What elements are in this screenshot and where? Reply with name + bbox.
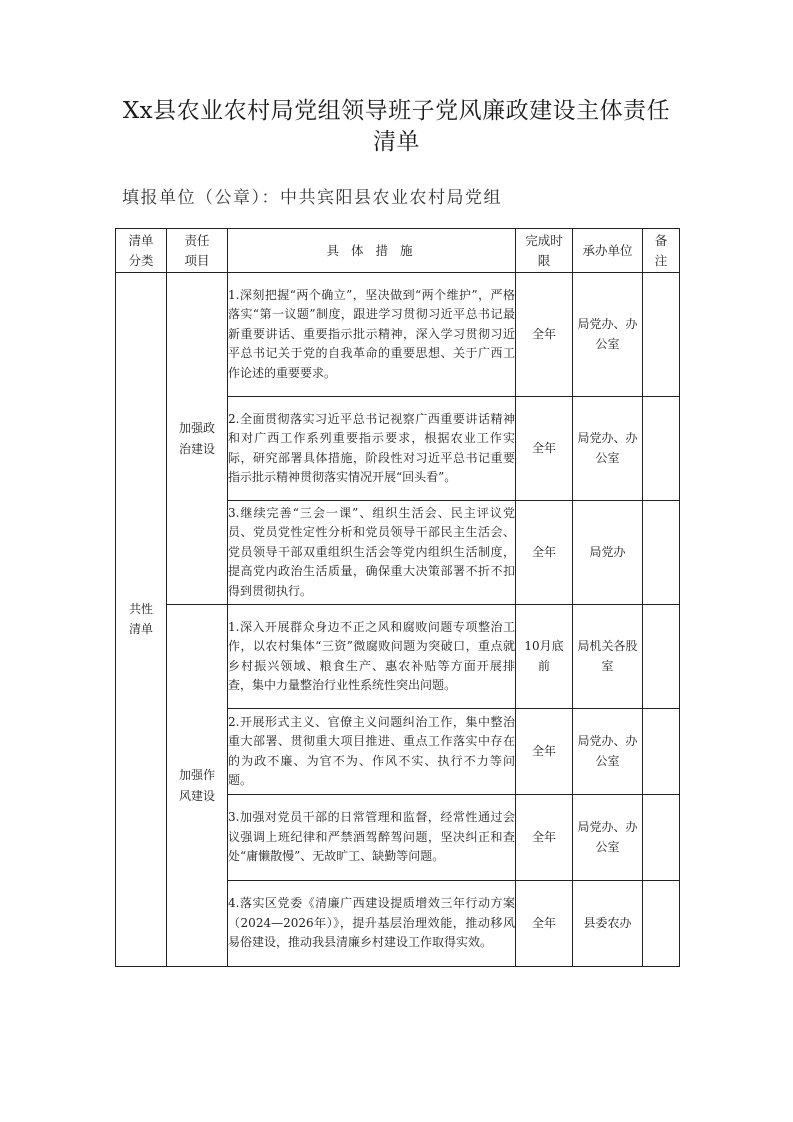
note-cell [643,795,680,881]
measure-cell: 2.全面贯彻落实习近平总书记视察广西重要讲话精神和对广西工作系列重要指示要求，根据农业工作实际，研究部署具体措施，阶段性对习近平总书记重要指示批示精神贯彻落实情况开展“回头看”。 [228,397,516,501]
deadline-cell: 全年 [516,273,573,397]
measure-cell: 2.开展形式主义、官僚主义问题纠治工作，集中整治重大部署、贯彻重大项目推进、重点工作落实中存在的为政不廉、为官不为、作风不实、执行不力等问题。 [228,709,516,795]
measure-cell: 1.深入开展群众身边不正之风和腐败问题专项整治工作，以农村集体“三资”微腐败问题为突破口，重点就乡村振兴领域、粮食生产、惠农补贴等方面开展排查，集中力量整治行业性系统性突出问题。 [228,605,516,709]
item-cell: 加强作风建设 [167,605,228,967]
deadline-cell: 全年 [516,501,573,605]
deadline-cell: 全年 [516,709,573,795]
org-cell: 局党办、办公室 [573,795,643,881]
header-note: 备注 [643,229,680,273]
org-cell: 县委农办 [573,881,643,967]
table-row [116,605,680,709]
note-cell [643,397,680,501]
note-cell [643,881,680,967]
table-row [116,273,680,397]
org-cell: 局党办、办公室 [573,397,643,501]
deadline-cell: 全年 [516,397,573,501]
note-cell [643,605,680,709]
deadline-cell: 全年 [516,881,573,967]
note-cell [643,273,680,397]
item-cell: 加强政治建设 [167,273,228,605]
responsibility-table [115,228,680,967]
measure-cell: 1.深刻把握“两个确立”，坚决做到“两个维护”，严格落实“第一议题”制度，跟进学习贯彻习近平总书记最新重要讲话、重要指示批示精神，深入学习贯彻习近平总书记关于党的自我革命的重要思想、关于广西工作论述的重要要求。 [228,273,516,397]
measure-cell: 3.加强对党员干部的日常管理和监督，经常性通过会议强调上班纪律和严禁酒驾醉驾问题，坚决纠正和查处“庸懒散慢”、无故旷工、缺勤等问题。 [228,795,516,881]
header-org: 承办单位 [573,229,643,273]
header-item: 责任项目 [167,229,228,273]
document-title: Xx县农业农村局党组领导班子党风廉政建设主体责任清单 [122,98,671,155]
org-cell: 局党办、办公室 [573,273,643,397]
measure-cell: 3.继续完善“三会一课”、组织生活会、民主评议党员、党员党性定性分析和党员领导干部民主生活会、党员领导干部双重组织生活会等党内组织生活制度，提高党内政治生活质量，确保重大决策部署不折不扣得到贯彻执行。 [228,501,516,605]
reporting-unit: 填报单位（公章）：中共宾阳县农业农村局党组 [122,188,502,208]
header-measures: 具 体 措 施 [228,229,516,273]
header-category: 清单分类 [116,229,167,273]
deadline-cell: 全年 [516,795,573,881]
note-cell [643,709,680,795]
deadline-cell: 10月底前 [516,605,573,709]
category-cell: 共性清单 [116,273,167,967]
org-cell: 局党办、办公室 [573,709,643,795]
header-deadline: 完成时限 [516,229,573,273]
table-header-row [116,229,680,273]
org-cell: 局机关各股室 [573,605,643,709]
note-cell [643,501,680,605]
measure-cell: 4.落实区党委《清廉广西建设提质增效三年行动方案（2024—2026年）》，提升基层治理效能，推动移风易俗建设，推动我县清廉乡村建设工作取得实效。 [228,881,516,967]
org-cell: 局党办 [573,501,643,605]
